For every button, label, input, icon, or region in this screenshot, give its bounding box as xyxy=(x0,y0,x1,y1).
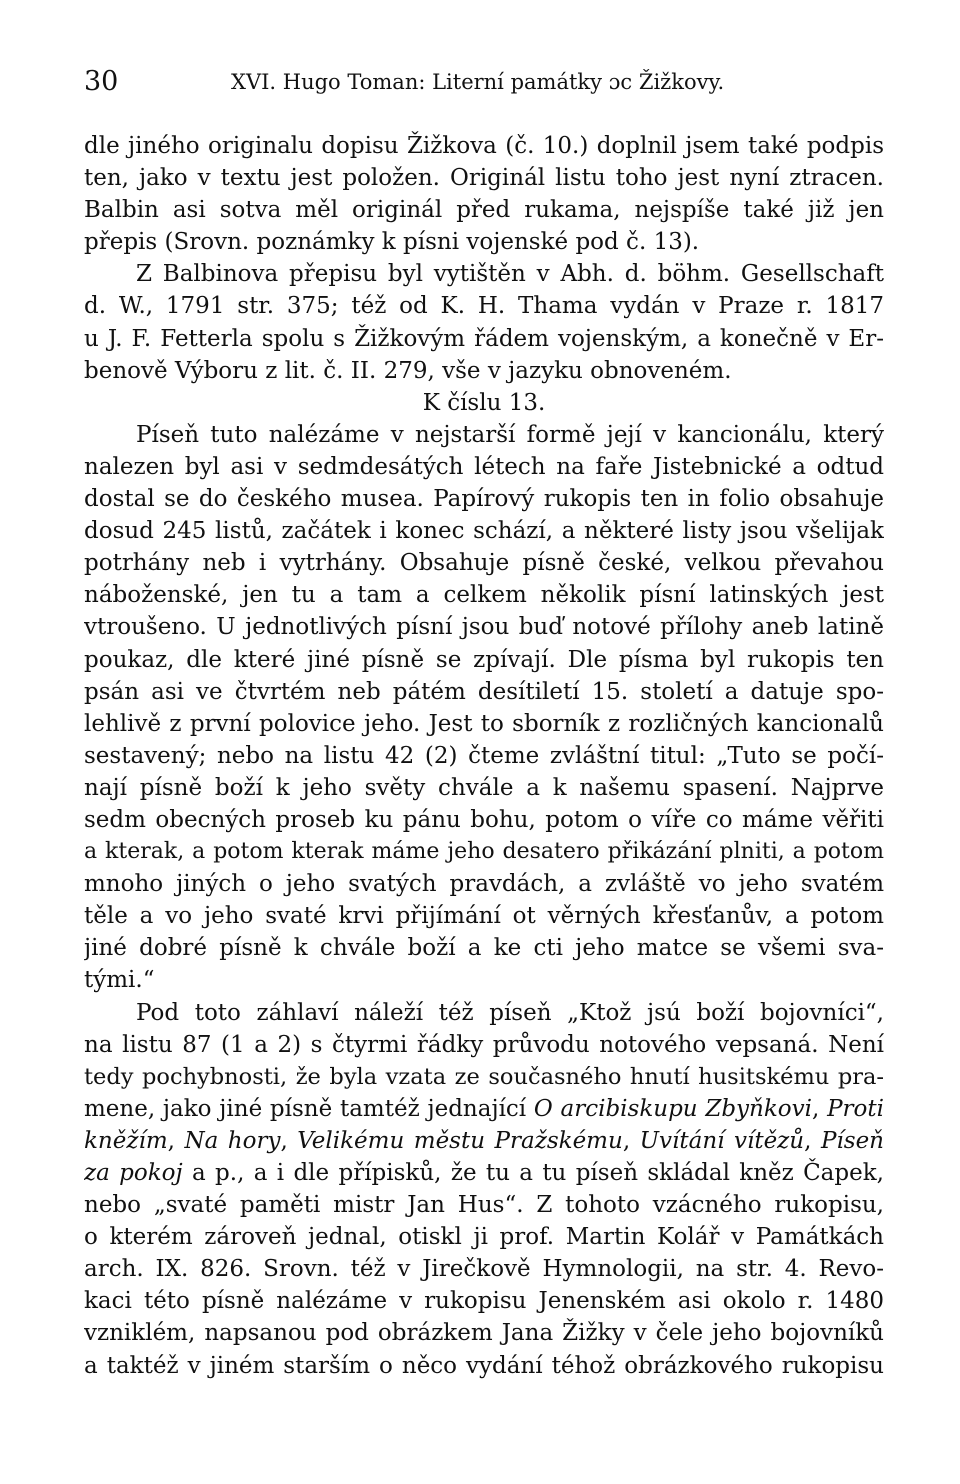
text-line: d. W., 1791 str. 375; též od K. H. Thama vydán v Praze r. 1817 xyxy=(84,293,884,320)
page-number: 30 xyxy=(84,66,119,97)
italic-title: O arcibiskupu Zbyňkovi xyxy=(533,1095,813,1122)
text-line: tedy pochybnosti, že byla vzata ze současného hnutí husitskému pra- xyxy=(84,1063,884,1090)
italic-title: Velikému městu Pražskému xyxy=(297,1127,623,1154)
text-line: arch. IX. 826. Srovn. též v Jirečkově Hymnologii, na str. 4. Revo- xyxy=(84,1256,884,1283)
text-line: mnoho jiných o jeho svatých pravdách, a zvláště vo jeho svatém xyxy=(84,871,884,898)
text-run: , xyxy=(167,1127,185,1154)
text-line: psán asi ve čtvrtém neb pátém desítiletí 15. století a datuje spo- xyxy=(84,678,884,705)
paragraph-first-line: Píseň tuto nalézáme v nejstarší formě její v kancionálu, který xyxy=(136,421,884,448)
text-line: sedm obecných proseb ku pánu bohu, potom o víře co máme věřiti xyxy=(84,806,884,833)
italic-title: Na hory xyxy=(184,1127,281,1154)
text-line: a kterak, a potom kterak máme jeho desatero přikázání plniti, a potom xyxy=(84,839,884,865)
text-line: na listu 87 (1 a 2) s čtyrmi řádky průvodu notového vepsaná. Není xyxy=(84,1031,884,1058)
text-line: dle jiného originalu dopisu Žižkova (č. 10.) doplnil jsem také podpis xyxy=(84,133,884,159)
text-line: dostal se do českého musea. Papírový rukopis ten in folio obsahuje xyxy=(84,486,884,513)
running-head xyxy=(84,62,884,102)
text-line: přepis (Srovn. poznámky k písni vojenské pod č. 13). xyxy=(84,229,700,256)
text-line: lehlivě z první polovice jeho. Jest to sborník z rozličných kancionalů xyxy=(84,710,884,737)
text-line xyxy=(84,1093,884,1125)
text-run: , xyxy=(622,1127,640,1154)
text-run: , xyxy=(804,1127,821,1154)
text-line: ten, jako v textu jest položen. Originál listu toho jest nyní ztracen. xyxy=(84,165,884,192)
text-run: , xyxy=(280,1127,298,1154)
text-run: , xyxy=(812,1095,828,1122)
text-line: těle a vo jeho svaté krvi přijímání ot věrných křesťanův, a potom xyxy=(84,903,884,930)
text-line xyxy=(84,1125,884,1157)
text-line: potrhány neb i vytrhány. Obsahuje písně české, velkou převahou xyxy=(84,550,884,577)
section-heading: K číslu 13. xyxy=(422,389,546,416)
paragraph-first-line: Pod toto záhlaví náleží též píseň „Ktož jsú boží bojovníci“, xyxy=(136,999,884,1026)
text-line: jiné dobré písně k chvále boží a ke cti jeho matce se všemi sva- xyxy=(84,935,884,962)
running-head-title: XVI. Hugo Toman: Literní památky ɔc Žižkovy. xyxy=(231,70,725,94)
text-line: nebo „svaté paměti mistr Jan Hus“. Z tohoto vzácného rukopisu, xyxy=(84,1192,884,1219)
text-line: tými.“ xyxy=(84,967,155,994)
text-line: sestavený; nebo na listu 42 (2) čteme zvláštní titul: „Tuto se počí- xyxy=(84,742,884,769)
text-line: nají písně boží k jeho světy chvále a k našemu spasení. Najprve xyxy=(84,774,884,801)
text-line xyxy=(84,1157,884,1189)
text-line: kaci této písně nalézáme v rukopisu Jenenském asi okolo r. 1480 xyxy=(84,1288,884,1315)
body-text xyxy=(84,130,884,1382)
text-line: benově Výboru z lit. č. II. 279, vše v jazyku obnoveném. xyxy=(84,357,732,384)
text-line: nalezen byl asi v sedmdesátých létech na faře Jistebnické a odtud xyxy=(84,453,884,480)
text-run: mene, jako jiné písně tamtéž jednající xyxy=(84,1095,534,1122)
text-line: náboženské, jen tu a tam a celkem několik písní latinských jest xyxy=(84,582,884,609)
text-line: u J. F. Fetterla spolu s Žižkovým řádem vojenským, a konečně v Er- xyxy=(84,325,884,352)
text-line: o kterém zároveň jednal, otiskl ji prof. Martin Kolář v Památkách xyxy=(84,1224,884,1251)
text-line: poukaz, dle které jiné písně se zpívají. Dle písma byl rukopis ten xyxy=(84,646,884,673)
text-line: vtroušeno. U jednotlivých písní jsou buď notové přílohy aneb latině xyxy=(84,614,884,641)
italic-title: Uvítání vítězů xyxy=(639,1127,805,1154)
paragraph-first-line: Z Balbinova přepisu byl vytištěn v Abh. d. böhm. Gesellschaft xyxy=(136,261,884,288)
text-line: vzniklém, napsanou pod obrázkem Jana Žižky v čele jeho bojovníků xyxy=(84,1320,884,1347)
text-line: Balbin asi sotva měl originál před rukama, nejspíše také již jen xyxy=(84,197,884,224)
italic-title: Píseň xyxy=(820,1127,884,1154)
italic-title: za pokoj xyxy=(84,1160,183,1186)
text-line: a taktéž v jiném starším o něco vydání téhož obrázkového rukopisu xyxy=(84,1352,884,1379)
italic-title: Proti xyxy=(827,1095,884,1122)
text-line: dosud 245 listů, začátek i konec schází, a některé listy jsou všelijak xyxy=(84,518,884,545)
text-run: a p., a i dle přípisků, že tu a tu píseň skládal kněz Čapek, xyxy=(182,1160,884,1186)
italic-title: kněžím xyxy=(84,1127,168,1154)
